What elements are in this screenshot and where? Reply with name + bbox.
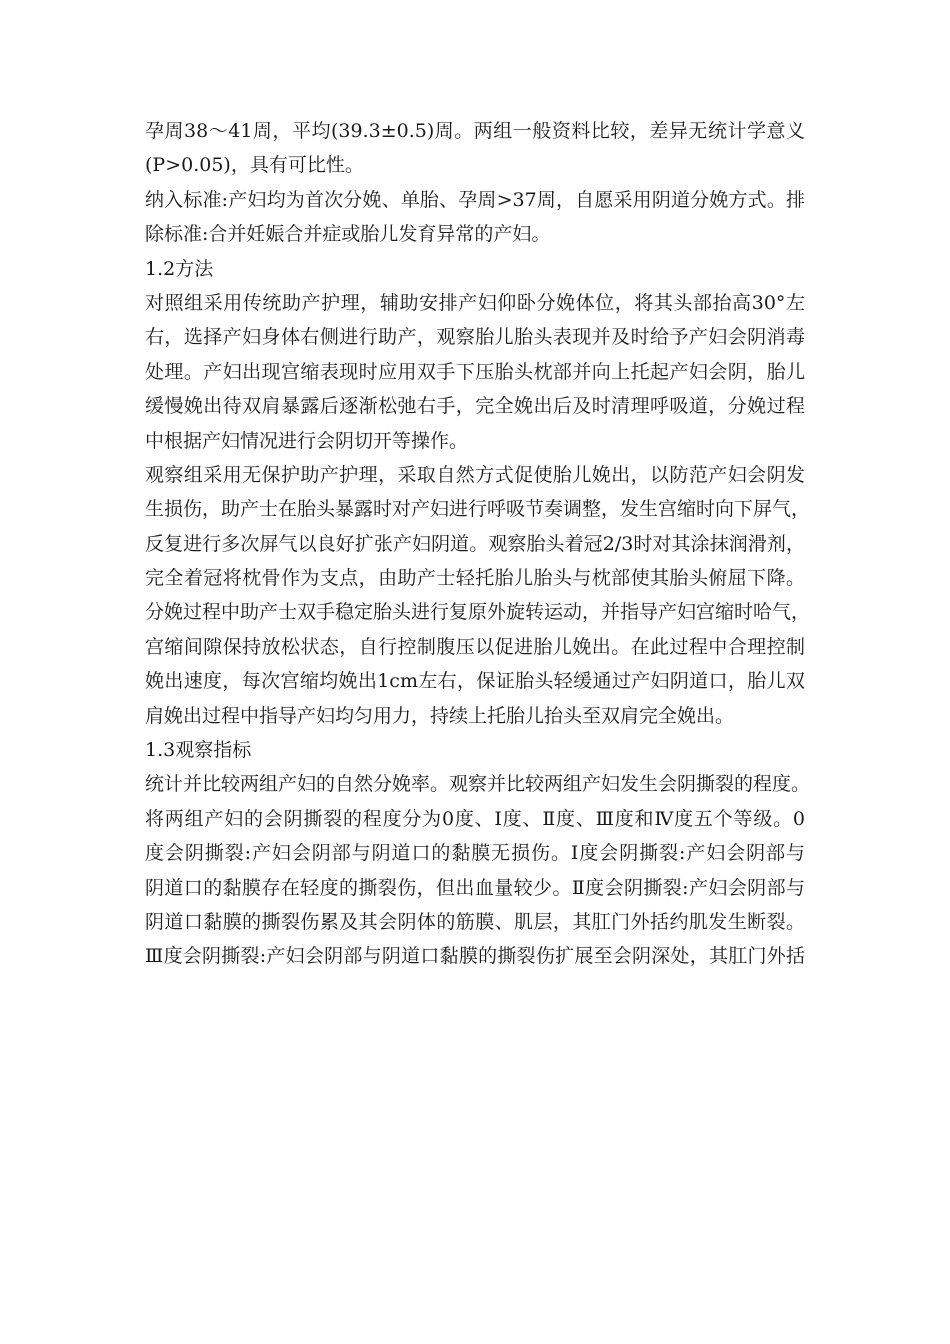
text-line: 缓慢娩出待双肩暴露后逐渐松弛右手，完全娩出后及时清理呼吸道，分娩过程 [145, 395, 805, 418]
section-heading-methods [145, 252, 805, 286]
text-line: 中根据产妇情况进行会阴切开等操作。 [145, 429, 469, 452]
text-line: 孕周38～41周，平均(39.3±0.5)周。两组一般资料比较，差异无统计学意义 [145, 120, 805, 142]
section-heading-indicators [145, 733, 805, 767]
text-line: 纳入标准:产妇均为首次分娩、单胎、孕周>37周，自愿采用阴道分娩方式。排 [145, 188, 805, 211]
paragraph-observation-group [145, 458, 811, 733]
text-line: 完全着冠将枕骨作为支点，由助产士轻托胎儿胎头与枕部使其胎头俯屈下降。 [145, 567, 805, 590]
text-line: 分娩过程中助产士双手稳定胎头进行复原外旋转运动，并指导产妇宫缩时哈气， [145, 601, 811, 624]
text-line: 将两组产妇的会阴撕裂的程度分为0度、Ⅰ度、Ⅱ度、Ⅲ度和Ⅳ度五个等级。0 [145, 807, 805, 830]
paragraph-inclusion-criteria [145, 183, 805, 252]
text-line: 反复进行多次屏气以良好扩张产妇阴道。观察胎头着冠2/3时对其涂抹润滑剂， [145, 532, 805, 555]
text-line: 阴道口黏膜的撕裂伤累及其会阴体的筋膜、肌层，其肛门外括约肌发生断裂。 [145, 910, 805, 933]
text-line: 生损伤，助产士在胎头暴露时对产妇进行呼吸节奏调整，发生宫缩时向下屏气， [145, 498, 811, 521]
text-line: 处理。产妇出现宫缩表现时应用双手下压胎头枕部并向上托起产妇会阴，胎儿 [145, 360, 805, 383]
text-line: 阴道口的黏膜存在轻度的撕裂伤，但出血量较少。Ⅱ度会阴撕裂:产妇会阴部与 [145, 876, 805, 899]
text-line: 肩娩出过程中指导产妇均匀用力，持续上托胎儿抬头至双肩完全娩出。 [145, 704, 735, 727]
text-line: 娩出速度，每次宫缩均娩出1cm左右，保证胎头轻缓通过产妇阴道口，胎儿双 [145, 670, 805, 693]
text-line: (P>0.05)，具有可比性。 [145, 154, 364, 177]
paragraph-observation-indicators [145, 767, 811, 973]
text-line: 统计并比较两组产妇的自然分娩率。观察并比较两组产妇发生会阴撕裂的程度。 [145, 773, 811, 796]
text-line: 对照组采用传统助产护理，辅助安排产妇仰卧分娩体位，将其头部抬高30°左 [145, 291, 805, 314]
text-line: Ⅲ度会阴撕裂:产妇会阴部与阴道口黏膜的撕裂伤扩展至会阴深处，其肛门外括 [145, 945, 805, 968]
text-line: 除标准:合并妊娠合并症或胎儿发育异常的产妇。 [145, 223, 551, 246]
paragraph-comparability [145, 114, 805, 183]
heading-text: 1.2方法 [145, 257, 214, 280]
text-line: 右，选择产妇身体右侧进行助产，观察胎儿胎头表现并及时给予产妇会阴消毒 [145, 326, 805, 349]
heading-text: 1.3观察指标 [145, 739, 252, 762]
text-line: 观察组采用无保护助产护理，采取自然方式促使胎儿娩出，以防范产妇会阴发 [145, 463, 805, 486]
text-line: 宫缩间隙保持放松状态，自行控制腹压以促进胎儿娩出。在此过程中合理控制 [145, 635, 805, 658]
document-body [145, 114, 811, 974]
paragraph-control-group [145, 286, 805, 458]
text-line: 度会阴撕裂:产妇会阴部与阴道口的黏膜无损伤。Ⅰ度会阴撕裂:产妇会阴部与 [145, 842, 805, 865]
